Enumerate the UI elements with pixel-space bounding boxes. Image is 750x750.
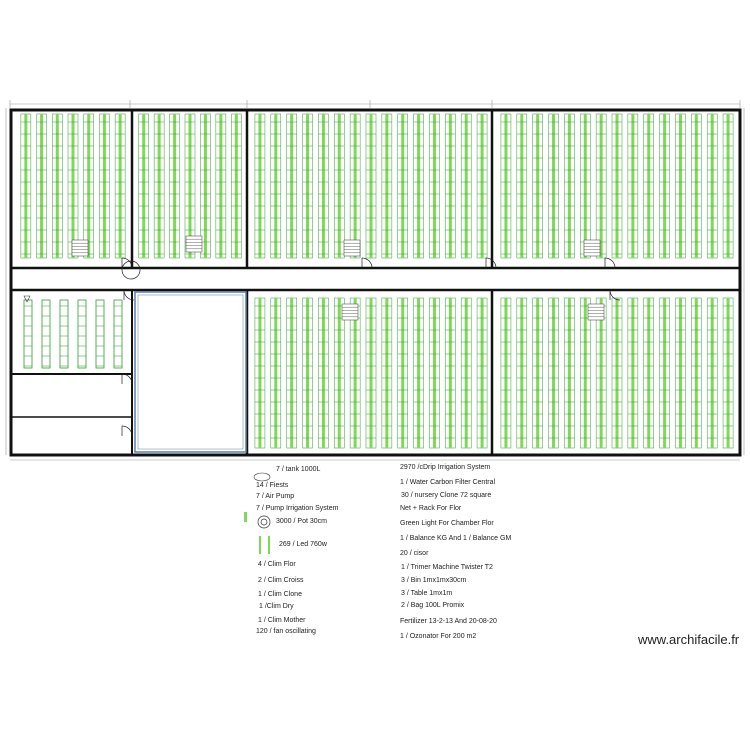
dry-rack: [42, 300, 50, 368]
door-arc: [605, 258, 615, 268]
door-arc: [122, 258, 132, 268]
down-arrow-icon: [24, 296, 30, 302]
led-strip: [536, 114, 539, 258]
led-strip: [600, 114, 603, 258]
dry-rack: [24, 300, 32, 368]
legend-item: Green Light For Chamber Flor: [400, 520, 494, 527]
legend-item: 1 /Clim Dry: [259, 603, 294, 610]
led-strip: [727, 298, 730, 448]
led-strip: [274, 298, 277, 448]
dry-rack: [78, 300, 86, 368]
led-strip: [72, 114, 75, 258]
legend-item: 7 / Air Pump: [256, 493, 295, 500]
led-strip: [584, 298, 587, 448]
led-marker-icon: [244, 512, 247, 522]
door-arc: [362, 258, 372, 268]
legend-item: 269 / Led 760w: [279, 541, 327, 548]
led-strip: [504, 114, 507, 258]
glass-hall-inner: [138, 295, 243, 449]
led-strip: [119, 114, 122, 258]
led-strip: [87, 114, 90, 258]
led-strip: [616, 298, 619, 448]
led-strip: [354, 114, 357, 258]
led-strip: [385, 114, 388, 258]
led-strip: [568, 114, 571, 258]
led-strip: [600, 298, 603, 448]
led-strip: [433, 298, 436, 448]
led-strip: [449, 114, 452, 258]
led-strip: [481, 114, 484, 258]
legend-item: 2 / Bag 100L Promix: [401, 602, 465, 609]
led-strip: [173, 114, 176, 258]
led-strip: [401, 298, 404, 448]
door-arc: [122, 374, 132, 384]
led-strip: [235, 114, 238, 258]
led-strip: [616, 114, 619, 258]
led-strip: [695, 298, 698, 448]
pot-icon-inner: [261, 519, 267, 525]
led-strip: [417, 298, 420, 448]
legend-item: 1 / Clim Mother: [258, 617, 306, 624]
led-strip: [306, 298, 309, 448]
led-strip: [481, 298, 484, 448]
vent-unit: [584, 240, 600, 256]
led-strip: [401, 114, 404, 258]
door-arc: [122, 426, 132, 436]
led-strip: [103, 114, 106, 258]
legend-item: 7 / Pump Irrigation System: [256, 505, 339, 512]
led-strip: [695, 114, 698, 258]
legend-item: 1 / Trimer Machine Twister T2: [401, 564, 493, 571]
led-strip: [385, 298, 388, 448]
led-strip: [274, 114, 277, 258]
led-strip: [679, 298, 682, 448]
led-strip: [40, 114, 43, 258]
led-strip: [142, 114, 145, 258]
legend-item: 20 / cisor: [400, 550, 429, 557]
legend-item: 120 / fan oscillating: [256, 628, 316, 635]
vent-unit: [186, 236, 202, 252]
led-strip: [24, 114, 27, 258]
led-strip: [568, 298, 571, 448]
tank-icon: [254, 473, 270, 481]
led-strip: [631, 114, 634, 258]
led-strip: [465, 114, 468, 258]
led-strip: [370, 114, 373, 258]
pot-icon: [258, 516, 270, 528]
led-icon: [259, 536, 261, 554]
led-strip: [322, 114, 325, 258]
legend-item: 3000 / Pot 30cm: [276, 518, 327, 525]
led-strip: [158, 114, 161, 258]
led-strip: [552, 298, 555, 448]
legend-item: Fertilizer 13-2-13 And 20-08-20: [400, 618, 497, 625]
led-strip: [258, 114, 261, 258]
led-strip: [338, 114, 341, 258]
led-strip: [679, 114, 682, 258]
legend-item: 14 / Fiests: [256, 482, 289, 489]
led-strip: [290, 298, 293, 448]
legend-item: 3 / Bin 1mx1mx30cm: [401, 577, 467, 584]
led-strip: [370, 298, 373, 448]
led-strip: [433, 114, 436, 258]
led-strip: [727, 114, 730, 258]
led-strip: [663, 298, 666, 448]
legend-item: 3 / Table 1mx1m: [401, 590, 453, 597]
led-strip: [219, 114, 222, 258]
dry-rack: [114, 300, 122, 368]
legend-item: 1 / Ozonator For 200 m2: [400, 633, 477, 640]
legend-item: 1 / Clim Clone: [258, 591, 302, 598]
led-strip: [465, 298, 468, 448]
legend-item: Net + Rack For Flor: [400, 505, 462, 512]
vent-unit: [344, 240, 360, 256]
vent-unit: [588, 304, 604, 320]
led-strip: [552, 114, 555, 258]
led-strip: [290, 114, 293, 258]
led-strip: [711, 114, 714, 258]
grow-racks: [21, 114, 733, 448]
legend-item: 2970 /cDrip Irrigation System: [400, 464, 491, 471]
legend-item: 1 / Balance KG And 1 / Balance GM: [400, 535, 512, 542]
legend-item: 7 / tank 1000L: [276, 466, 321, 473]
led-icon: [268, 536, 270, 554]
led-strip: [536, 298, 539, 448]
legend-item: 4 / Clim Flor: [258, 561, 296, 568]
led-strip: [449, 298, 452, 448]
led-strip: [417, 114, 420, 258]
legend-item: 30 / nursery Clone 72 square: [401, 492, 492, 499]
led-strip: [204, 114, 207, 258]
led-strip: [354, 298, 357, 448]
vent-unit: [342, 304, 358, 320]
glass-hall: [135, 292, 246, 452]
led-strip: [520, 298, 523, 448]
led-strip: [338, 298, 341, 448]
led-strip: [663, 114, 666, 258]
legend-item: 2 / Clim Croiss: [258, 577, 304, 584]
led-strip: [711, 298, 714, 448]
legend-item: 1 / Water Carbon Filter Central: [400, 479, 496, 486]
dry-rack: [96, 300, 104, 368]
led-strip: [56, 114, 59, 258]
vent-unit: [72, 240, 88, 256]
led-strip: [504, 298, 507, 448]
dry-rack: [60, 300, 68, 368]
watermark: www.archifacile.fr: [638, 632, 740, 647]
led-strip: [584, 114, 587, 258]
led-strip: [647, 298, 650, 448]
led-strip: [647, 114, 650, 258]
led-strip: [258, 298, 261, 448]
led-strip: [631, 298, 634, 448]
led-strip: [306, 114, 309, 258]
led-strip: [520, 114, 523, 258]
led-strip: [322, 298, 325, 448]
